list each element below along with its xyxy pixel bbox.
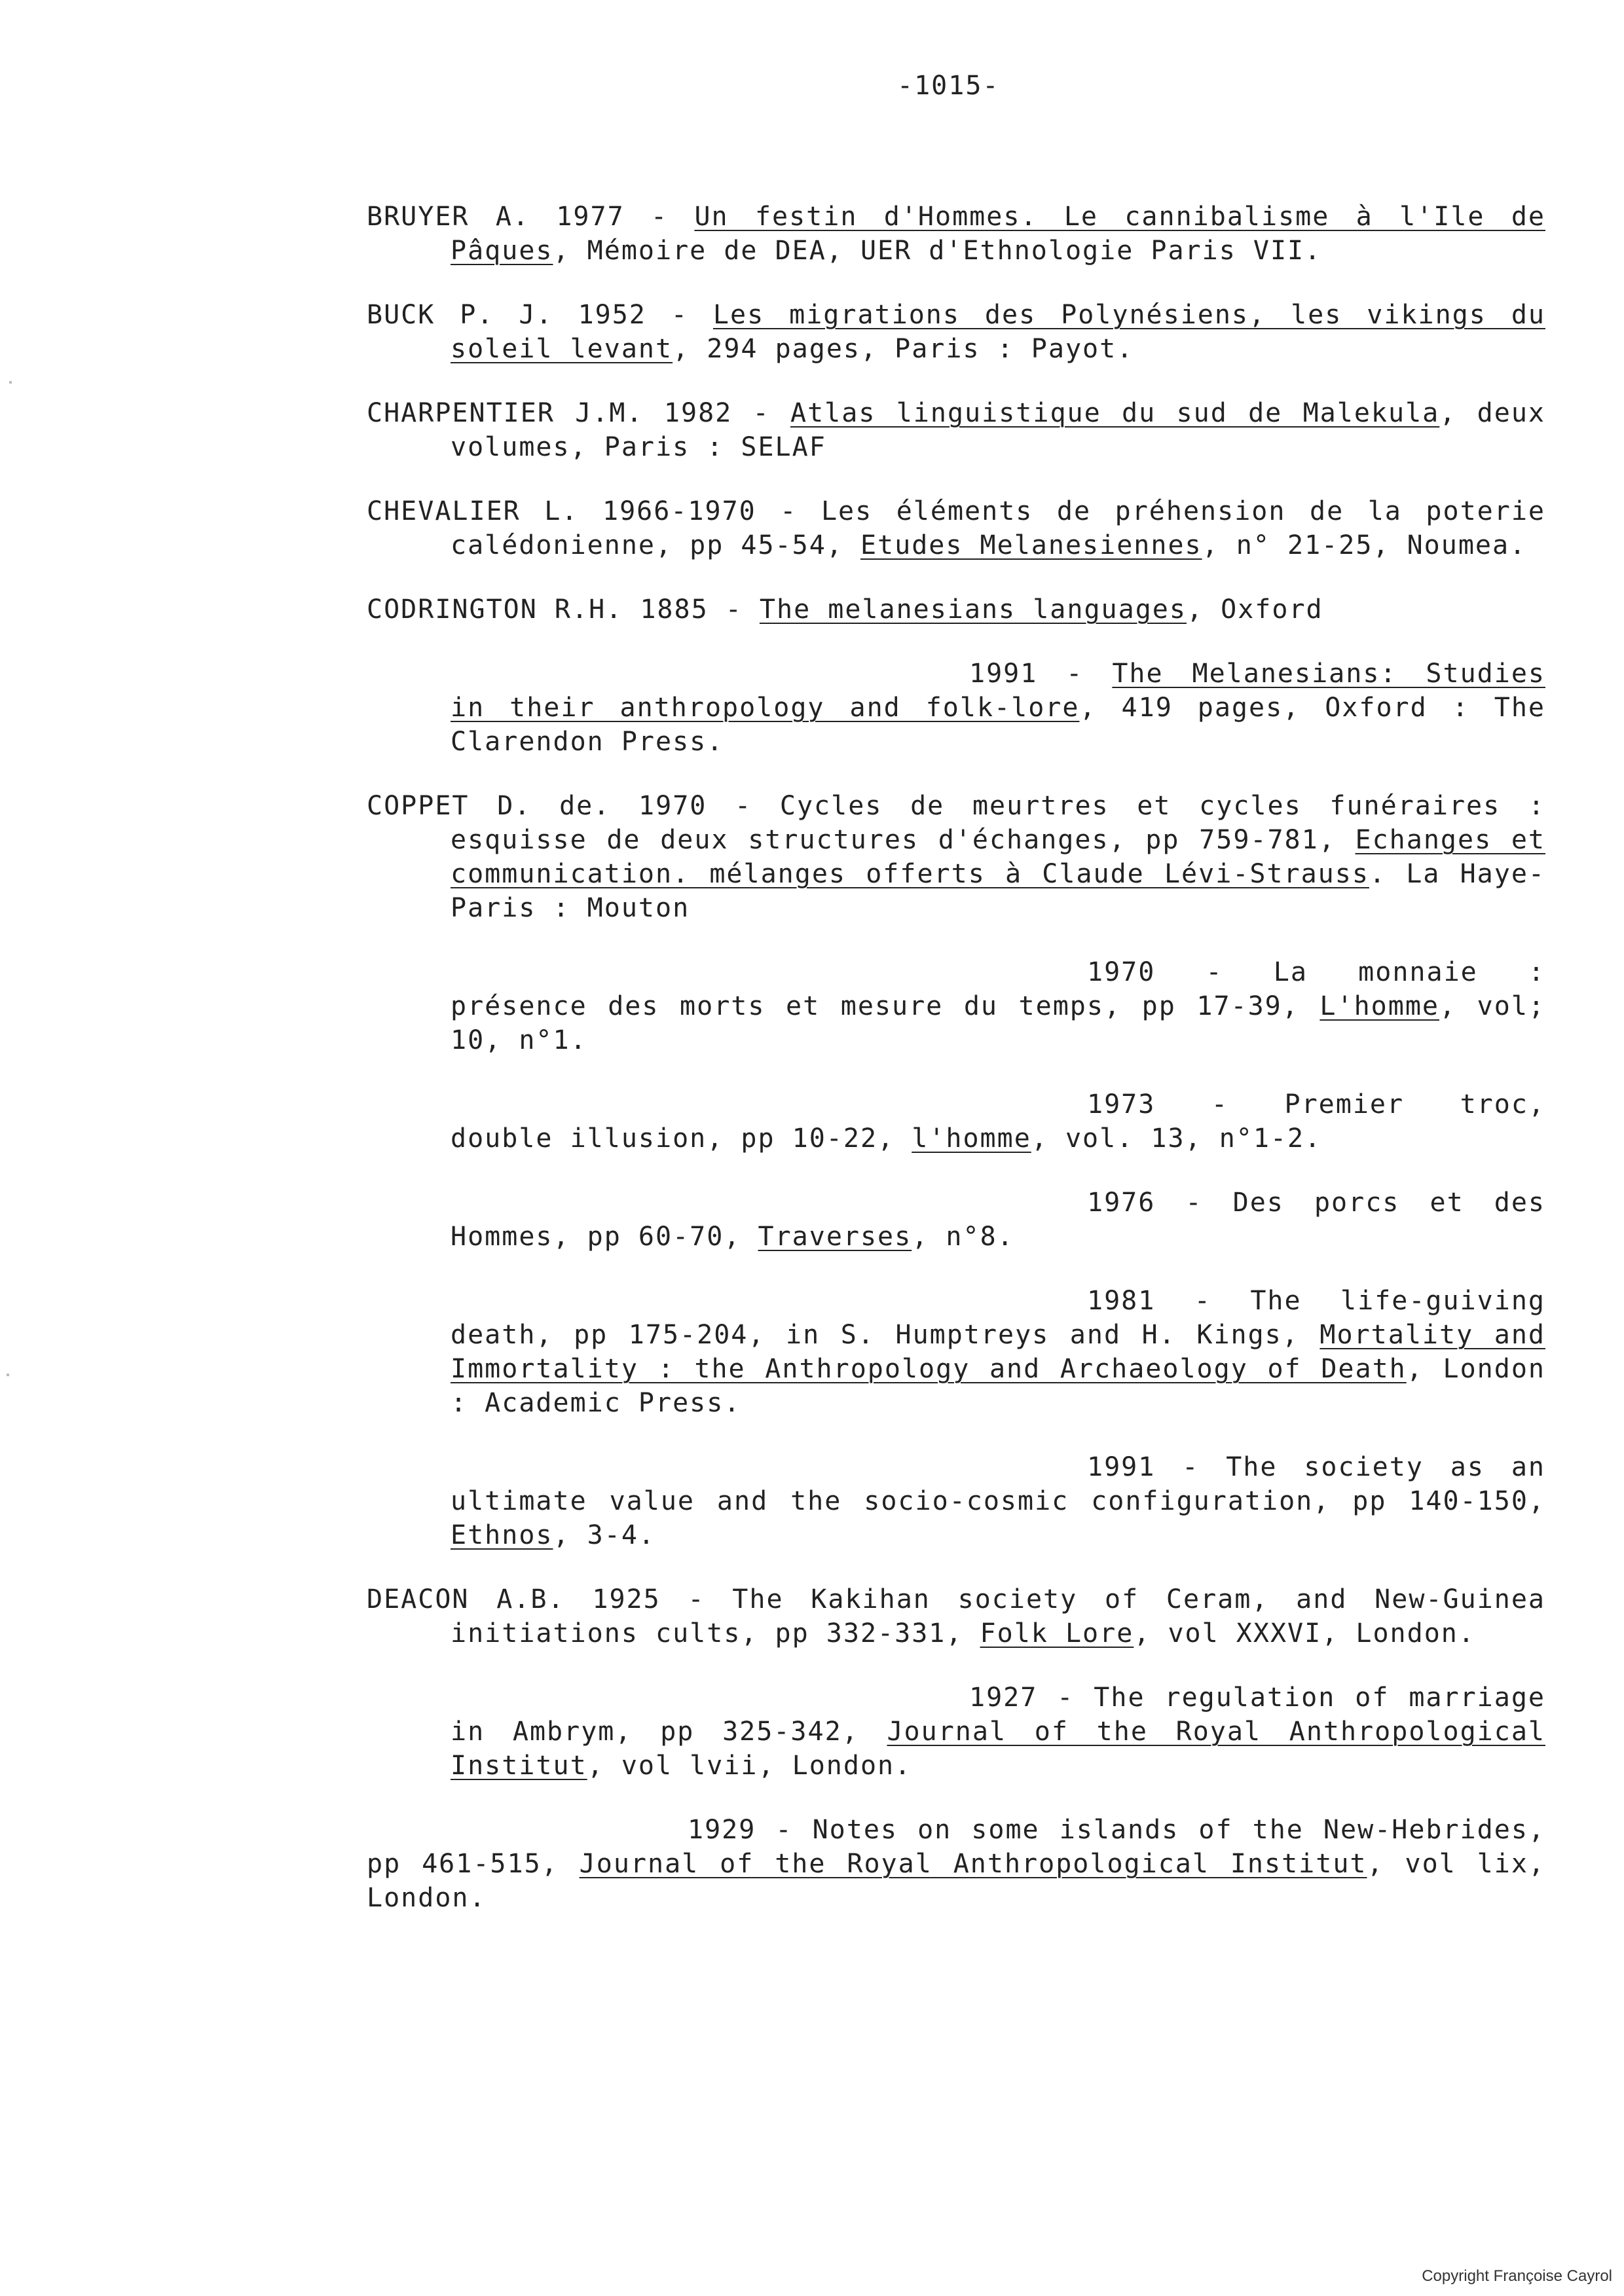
entry-title: Etudes Melanesiennes: [860, 530, 1202, 560]
entry-author: CODRINGTON R.H.: [367, 594, 623, 625]
entry-year: 1982: [663, 398, 733, 428]
entry-separator: -: [1155, 1452, 1227, 1482]
bibliography-entry: [367, 592, 1545, 627]
entry-year: 1977: [556, 202, 625, 232]
entry-title: Journal of the Royal Anthropological Institut: [451, 1717, 1545, 1781]
page-number: -1015-: [897, 71, 1000, 101]
entry-text: , vol. 13, n°1-2.: [1031, 1123, 1322, 1154]
entry-text: Les éléments de préhension de la poterie calédonienne, pp 45-54,: [451, 496, 1546, 560]
bibliography-entry: [367, 657, 1545, 759]
entry-author: CHARPENTIER J.M.: [367, 398, 644, 428]
entry-author: DEACON A.B.: [367, 1584, 565, 1614]
bibliography-entry: [367, 955, 1545, 1057]
entry-text: Notes on some islands of the New-Hebrides, pp 461-515,: [367, 1815, 1545, 1879]
entry-title: Un festin d'Hommes. Le cannibalisme à l'Ile de Pâques: [451, 202, 1545, 266]
entry-title: Echanges et communication. mélanges offerts à Claude Lévi-Strauss: [451, 825, 1546, 889]
entry-text: The life-guiving death, pp 175-204, in S. Humptreys and H. Kings,: [451, 1286, 1546, 1350]
entry-text: , n° 21-25, Noumea.: [1202, 530, 1527, 560]
entry-separator: -: [660, 1584, 733, 1614]
entry-text: Cycles de meurtres et cycles funéraires : esquisse de deux structures d'échanges, pp 759-781,: [451, 791, 1545, 855]
entry-text: . La Haye-Paris : Mouton: [451, 859, 1545, 923]
entry-text: , 419 pages, Oxford : The Clarendon Press.: [451, 693, 1545, 757]
bibliography-entry: [367, 1186, 1545, 1254]
entry-year: 1991: [969, 659, 1038, 689]
entry-title: Journal of the Royal Anthropological Institut: [579, 1849, 1367, 1879]
entry-author: CHEVALIER L.: [367, 496, 579, 526]
entry-text: The Kakihan society of Ceram, and New-Guinea initiations cults, pp 332-331,: [451, 1584, 1545, 1649]
entry-year: 1981: [1087, 1286, 1156, 1316]
scan-speck: [9, 381, 12, 384]
entry-text: , vol lvii, London.: [587, 1751, 912, 1781]
entry-title: l'homme: [912, 1123, 1031, 1154]
entry-separator: -: [646, 300, 713, 330]
entry-separator: -: [1155, 1089, 1285, 1120]
entry-text: , vol lix, London.: [367, 1849, 1545, 1913]
scan-speck: [7, 1374, 9, 1376]
entry-year: 1976: [1087, 1188, 1156, 1218]
entry-title: Ethnos: [451, 1520, 553, 1550]
entry-year: 1970: [638, 791, 707, 821]
bibliography-entry: [367, 1813, 1545, 1915]
entry-text: , deux volumes, Paris : SELAF: [451, 398, 1546, 462]
entry-separator: -: [1155, 1188, 1233, 1218]
entry-title: Atlas linguistique du sud de Malekula: [790, 398, 1440, 428]
entry-separator: -: [708, 594, 760, 625]
entry-year: 1970: [1087, 957, 1156, 987]
entry-separator: -: [756, 496, 821, 526]
bibliography-entry: [367, 1087, 1545, 1156]
entry-author: BUCK P. J.: [367, 300, 553, 330]
entry-year: 1885: [640, 594, 709, 625]
entry-separator: -: [1155, 1286, 1251, 1316]
entry-text: Des porcs et des Hommes, pp 60-70,: [451, 1188, 1546, 1252]
bibliography-entry: [367, 1284, 1545, 1420]
entry-text: , 294 pages, Paris : Payot.: [673, 334, 1134, 364]
entry-title: The melanesians languages: [759, 594, 1187, 625]
entry-text: , vol XXXVI, London.: [1134, 1618, 1475, 1649]
entry-text: , London : Academic Press.: [451, 1354, 1546, 1418]
entry-year: 1991: [1087, 1452, 1156, 1482]
copyright-notice: Copyright Françoise Cayrol: [1422, 2267, 1612, 2285]
entry-year: 1966-1970: [602, 496, 756, 526]
bibliography-entry: [367, 1450, 1545, 1552]
entry-separator: -: [707, 791, 780, 821]
entry-text: , n°8.: [912, 1222, 1014, 1252]
bibliography-entry: [367, 1582, 1545, 1650]
entry-title: Mortality and Immortality : the Anthropology and Archaeology of Death: [451, 1320, 1545, 1384]
entry-year: 1952: [578, 300, 646, 330]
entry-text: Premier troc, double illusion, pp 10-22,: [451, 1089, 1545, 1154]
entry-text: , vol; 10, n°1.: [451, 991, 1545, 1055]
entry-text: , Oxford: [1186, 594, 1323, 625]
entry-year: 1973: [1087, 1089, 1156, 1120]
entry-text: , Mémoire de DEA, UER d'Ethnologie Paris VII.: [553, 236, 1322, 266]
bibliography-list: [367, 200, 1545, 1945]
entry-text: The society as an ultimate value and the socio-cosmic configuration, pp 140-150,: [451, 1452, 1545, 1516]
entry-author: COPPET D. de.: [367, 791, 611, 821]
bibliography-entry: [367, 494, 1545, 562]
entry-separator: -: [1037, 659, 1113, 689]
entry-author: BRUYER A.: [367, 202, 530, 232]
entry-separator: -: [756, 1815, 813, 1845]
bibliography-entry: [367, 789, 1545, 925]
entry-year: 1929: [688, 1815, 756, 1845]
bibliography-entry: [367, 298, 1545, 366]
entry-separator: -: [1155, 957, 1274, 987]
bibliography-entry: [367, 396, 1545, 464]
entry-title: Traverses: [758, 1222, 912, 1252]
entry-year: 1925: [592, 1584, 661, 1614]
entry-title: The Melanesians: Studies in their anthropology and folk-lore: [451, 659, 1546, 723]
entry-separator: -: [624, 202, 695, 232]
entry-title: Folk Lore: [980, 1618, 1134, 1649]
entry-title: L'homme: [1320, 991, 1439, 1021]
entry-text: La monnaie : présence des morts et mesure du temps, pp 17-39,: [451, 957, 1545, 1021]
entry-text: , 3-4.: [553, 1520, 655, 1550]
entry-separator: -: [1037, 1683, 1094, 1713]
entry-title: Les migrations des Polynésiens, les vikings du soleil levant: [451, 300, 1545, 364]
entry-text: The regulation of marriage in Ambrym, pp 325-342,: [451, 1683, 1545, 1747]
entry-year: 1927: [969, 1683, 1038, 1713]
entry-separator: -: [732, 398, 790, 428]
bibliography-entry: [367, 1681, 1545, 1783]
bibliography-entry: [367, 200, 1545, 268]
